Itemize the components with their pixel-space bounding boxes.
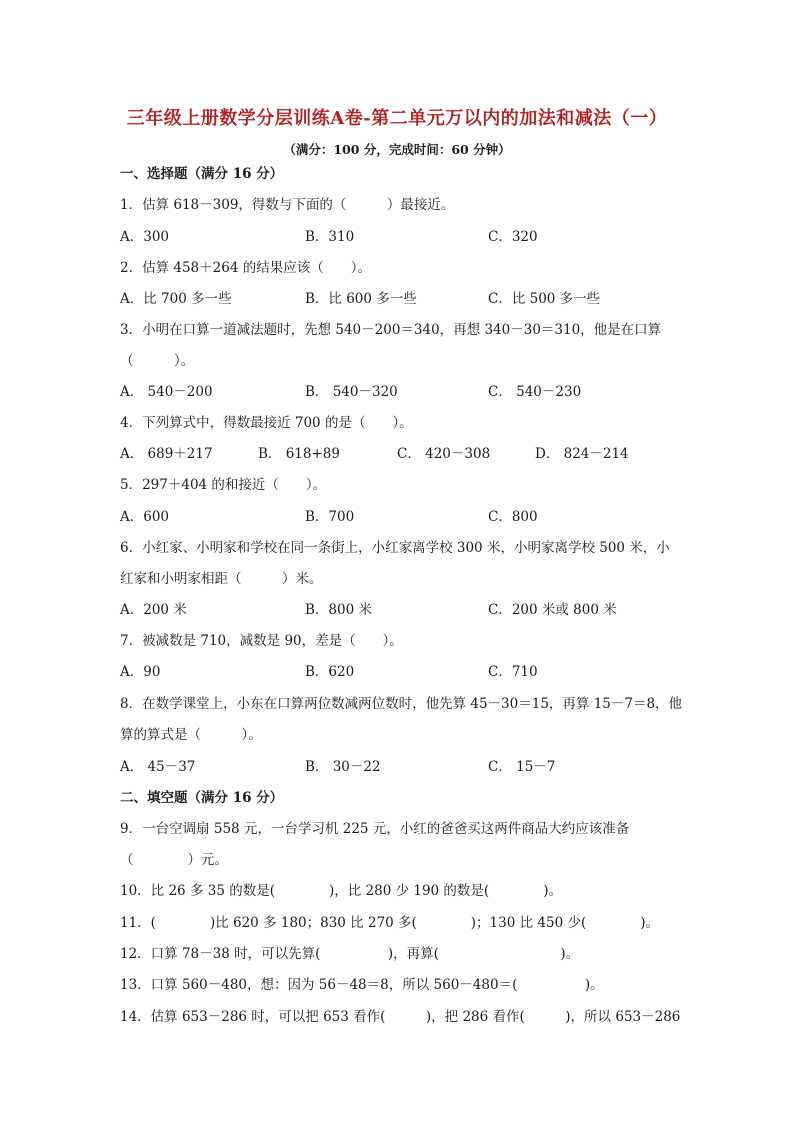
question-4: 4．下列算式中，得数最接近 700 的是（ ）。 — [120, 415, 413, 431]
q3-option-a: A． 540－200 — [120, 384, 213, 400]
question-1: 1．估算 618－309，得数与下面的（ ）最接近。 — [120, 197, 455, 213]
question-6-line-2: 红家和小明家相距（ ）米。 — [120, 571, 323, 587]
q2-option-c: C．比 500 多一些 — [488, 291, 601, 307]
q7-option-a: A．90 — [120, 664, 161, 680]
q6-option-a: A．200 米 — [120, 602, 187, 618]
q1-option-b: B．310 — [305, 229, 355, 245]
question-8-line-1: 8．在数学课堂上，小东在口算两位数减两位数时，他先算 45－30＝15，再算 15－7＝8，他 — [120, 696, 683, 712]
q4-option-a: A． 689＋217 — [120, 446, 213, 462]
q4-option-c: C． 420－308 — [397, 446, 491, 462]
question-9-line-1: 9．一台空调扇 558 元，一台学习机 225 元，小红的爸爸买这两件商品大约应该准备 — [120, 821, 630, 837]
section-heading-fill: 二、填空题（满分 16 分） — [120, 790, 284, 806]
q2-option-b: B．比 600 多一些 — [305, 291, 417, 307]
q8-option-b: B． 30－22 — [305, 759, 381, 775]
page-title: 三年级上册数学分层训练A卷-第二单元万以内的加法和减法（一） — [126, 108, 668, 129]
q8-option-c: C． 15－7 — [488, 759, 556, 775]
q2-option-a: A．比 700 多一些 — [120, 291, 232, 307]
question-3-line-1: 3．小明在口算一道减法题时，先想 540－200＝340，再想 340－30＝310，他是在口算 — [120, 322, 662, 338]
q5-option-c: C．800 — [488, 509, 538, 525]
q4-option-d: D． 824－214 — [535, 446, 629, 462]
q6-option-b: B．800 米 — [305, 602, 372, 618]
question-9-line-2: （ ）元。 — [120, 852, 228, 868]
question-7: 7．被减数是 710，减数是 90，差是（ ）。 — [120, 633, 403, 649]
q1-option-c: C．320 — [488, 229, 538, 245]
page-subtitle: （满分：100 分，完成时间：60 分钟） — [283, 142, 511, 157]
question-5: 5．297＋404 的和接近（ ）。 — [120, 477, 327, 493]
question-8-line-2: 算的算式是（ ）。 — [120, 727, 262, 743]
question-12: 12．口算 78－38 时，可以先算( )，再算( )。 — [120, 946, 580, 962]
q5-option-b: B．700 — [305, 509, 355, 525]
q4-option-b: B． 618+89 — [258, 446, 340, 462]
question-6-line-1: 6．小红家、小明家和学校在同一条街上，小红家离学校 300 米，小明家离学校 500 米，小 — [120, 540, 670, 556]
q3-option-b: B． 540－320 — [305, 384, 398, 400]
q6-option-c: C．200 米或 800 米 — [488, 602, 617, 618]
q7-option-c: C．710 — [488, 664, 538, 680]
question-13: 13．口算 560－480，想：因为 56－48＝8，所以 560－480＝( )。 — [120, 977, 604, 993]
q7-option-b: B．620 — [305, 664, 355, 680]
q1-option-a: A．300 — [120, 229, 170, 245]
q8-option-a: A． 45－37 — [120, 759, 196, 775]
question-10: 10．比 26 多 35 的数是( )，比 280 少 190 的数是( )。 — [120, 883, 562, 899]
question-2: 2．估算 458＋264 的结果应该（ ）。 — [120, 260, 371, 276]
q3-option-c: C． 540－230 — [488, 384, 582, 400]
section-heading-choice: 一、选择题（满分 16 分） — [120, 166, 284, 182]
question-14: 14．估算 653－286 时，可以把 653 看作( )，把 286 看作( )，所以 653－286 — [120, 1009, 681, 1025]
q5-option-a: A．600 — [120, 509, 170, 525]
question-11: 11．( )比 620 多 180；830 比 270 多( )；130 比 450 少( )。 — [120, 915, 660, 931]
question-3-line-2: （ ）。 — [120, 353, 195, 369]
